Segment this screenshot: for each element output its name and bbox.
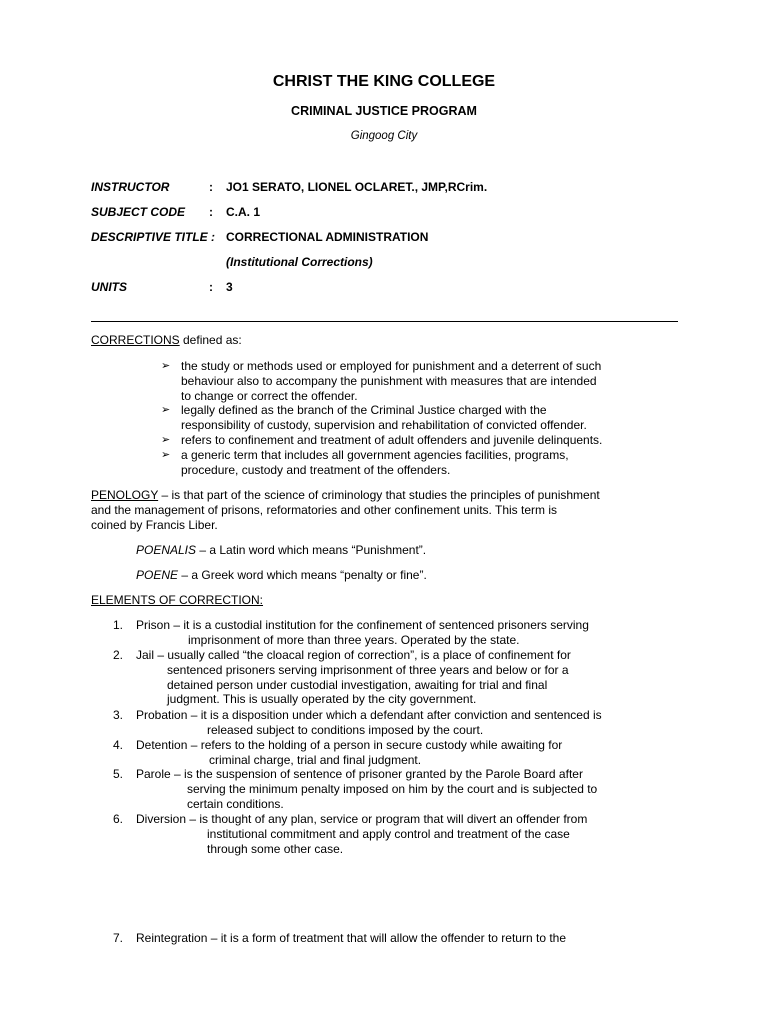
list-item bbox=[181, 359, 681, 403]
item-line: detained person under custodial investigation, awaiting for trial and final bbox=[167, 677, 548, 692]
bullet-line: a generic term that includes all government agencies facilities, programs, bbox=[181, 448, 569, 462]
item-line: Reintegration – it is a form of treatment that will allow the offender to return to the bbox=[136, 931, 567, 945]
subject-code-colon: : bbox=[209, 205, 213, 219]
item-line: Detention – refers to the holding of a person in secure custody while awaiting for bbox=[136, 738, 563, 752]
item-line: imprisonment of more than three years. Operated by the state. bbox=[188, 632, 520, 647]
list-item bbox=[136, 931, 566, 946]
item-number: 6. bbox=[113, 812, 124, 826]
arrowhead-bullet-icon: ➢ bbox=[161, 360, 171, 372]
penology-term: PENOLOGY bbox=[91, 488, 159, 502]
penology-line: – is that part of the science of criminology that studies the principles of punishment bbox=[158, 488, 600, 502]
descriptive-title-value: CORRECTIONAL ADMINISTRATION bbox=[226, 230, 429, 244]
item-number: 1. bbox=[113, 618, 124, 632]
list-item bbox=[181, 433, 681, 448]
college-title: CHRIST THE KING COLLEGE bbox=[272, 73, 496, 90]
item-line: Parole – is the suspension of sentence of prisoner granted by the Parole Board after bbox=[136, 767, 583, 781]
poenalis-text: – a Latin word which means “Punishment”. bbox=[196, 543, 427, 557]
list-item bbox=[181, 403, 681, 433]
subject-code-label: SUBJECT CODE bbox=[91, 205, 186, 219]
units-value: 3 bbox=[226, 280, 233, 294]
program-title: CRIMINAL JUSTICE PROGRAM bbox=[291, 104, 477, 118]
arrowhead-bullet-icon: ➢ bbox=[161, 449, 171, 461]
bullet-line: to change or correct the offender. bbox=[181, 388, 358, 403]
bullet-line: behaviour also to accompany the punishment with measures that are intended bbox=[181, 373, 597, 388]
list-item bbox=[136, 812, 587, 856]
arrowhead-bullet-icon: ➢ bbox=[161, 404, 171, 416]
item-number: 3. bbox=[113, 708, 124, 722]
instructor-value: JO1 SERATO, LIONEL OCLARET., JMP,RCrim. bbox=[226, 180, 488, 194]
penology-paragraph bbox=[91, 488, 691, 533]
bullet-line: responsibility of custody, supervision and rehabilitation of convicted offender. bbox=[181, 417, 587, 432]
city-subtitle: Gingoog City bbox=[350, 130, 418, 142]
corrections-defined-as: defined as: bbox=[179, 333, 242, 347]
corrections-heading bbox=[91, 333, 242, 348]
item-line: Probation – it is a disposition under which a defendant after conviction and sentenced is bbox=[136, 708, 602, 722]
poenalis-definition bbox=[136, 543, 426, 558]
poene-term: POENE bbox=[136, 568, 179, 582]
item-number: 4. bbox=[113, 738, 124, 752]
descriptive-title-label: DESCRIPTIVE TITLE : bbox=[91, 230, 216, 244]
item-line: Diversion – is thought of any plan, service or program that will divert an offender from bbox=[136, 812, 588, 826]
penology-line: and the management of prisons, reformatories and other confinement units. This term is bbox=[91, 503, 558, 517]
elements-heading: ELEMENTS OF CORRECTION: bbox=[91, 593, 264, 607]
bullet-line: procedure, custody and treatment of the offenders. bbox=[181, 462, 451, 477]
poene-text: – a Greek word which means “penalty or fine”. bbox=[178, 568, 427, 582]
corrections-term: CORRECTIONS bbox=[91, 333, 180, 347]
poenalis-term: POENALIS bbox=[136, 543, 197, 557]
item-number: 5. bbox=[113, 767, 124, 781]
item-line: sentenced prisoners serving imprisonment of three years and below or for a bbox=[167, 662, 569, 677]
item-number: 7. bbox=[113, 931, 124, 945]
list-item bbox=[136, 767, 597, 811]
item-line: institutional commitment and apply control and treatment of the case bbox=[207, 826, 570, 841]
item-number: 2. bbox=[113, 648, 124, 662]
subject-code-value: C.A. 1 bbox=[226, 205, 261, 219]
units-label: UNITS bbox=[91, 280, 127, 294]
bullet-line: the study or methods used or employed for punishment and a deterrent of such bbox=[181, 359, 602, 373]
instructor-colon: : bbox=[209, 180, 213, 194]
list-item bbox=[136, 738, 562, 768]
bullet-line: legally defined as the branch of the Criminal Justice charged with the bbox=[181, 403, 547, 417]
descriptive-title-sub: (Institutional Corrections) bbox=[226, 255, 373, 269]
penology-line: coined by Francis Liber. bbox=[91, 518, 218, 532]
list-item bbox=[136, 708, 602, 738]
bullet-line: refers to confinement and treatment of adult offenders and juvenile delinquents. bbox=[181, 433, 603, 447]
item-line: certain conditions. bbox=[187, 796, 284, 811]
horizontal-divider bbox=[91, 321, 678, 322]
list-item bbox=[136, 618, 589, 648]
list-item bbox=[136, 648, 571, 707]
item-line: released subject to conditions imposed by the court. bbox=[207, 722, 484, 737]
units-colon: : bbox=[209, 280, 213, 294]
item-line: Prison – it is a custodial institution for the confinement of sentenced prisoners serving bbox=[136, 618, 589, 632]
instructor-label: INSTRUCTOR bbox=[91, 180, 170, 194]
poene-definition bbox=[136, 568, 427, 583]
item-line: criminal charge, trial and final judgment. bbox=[209, 752, 422, 767]
item-line: Jail – usually called “the cloacal region of correction”, is a place of confinement for bbox=[136, 648, 571, 662]
item-line: judgment. This is usually operated by the city government. bbox=[167, 692, 477, 707]
arrowhead-bullet-icon: ➢ bbox=[161, 434, 171, 446]
item-line: through some other case. bbox=[207, 841, 344, 856]
list-item bbox=[181, 448, 681, 478]
item-line: serving the minimum penalty imposed on him by the court and is subjected to bbox=[187, 781, 598, 796]
